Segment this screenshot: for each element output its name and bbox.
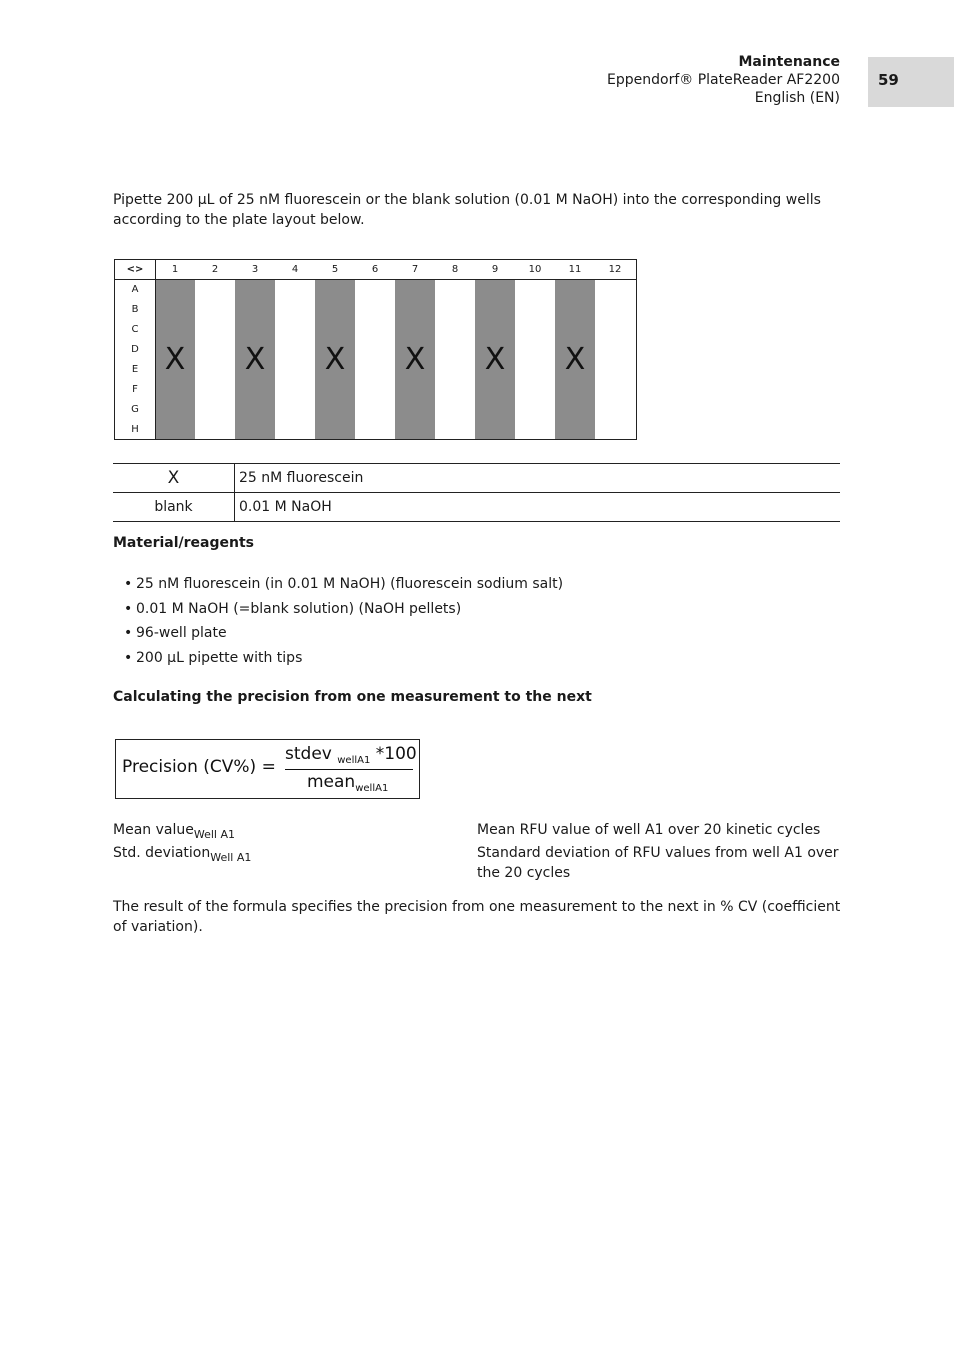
- formula-num-sub: wellA1: [337, 755, 371, 766]
- product-name: Eppendorf® PlateReader AF2200: [607, 72, 840, 88]
- column-label: 10: [528, 264, 542, 275]
- term-text: Mean value: [113, 822, 194, 838]
- fluorescein-mark: X: [324, 342, 346, 377]
- column-label: 11: [568, 264, 582, 275]
- row-label-divider: [155, 260, 156, 439]
- term-sub: Well A1: [193, 828, 235, 841]
- list-item-text: 200 µL pipette with tips: [136, 649, 303, 666]
- fluorescein-mark: X: [404, 342, 426, 377]
- definition-term: [113, 820, 453, 845]
- definition-desc: Mean RFU value of well A1 over 20 kinetic cycles: [477, 822, 821, 838]
- fluorescein-mark: X: [164, 342, 186, 377]
- bullet-icon: •: [124, 625, 133, 641]
- list-item-text: 0.01 M NaOH (=blank solution) (NaOH pellets): [136, 600, 462, 617]
- column-label: 1: [171, 264, 179, 275]
- precision-heading: Calculating the precision from one measurement to the next: [113, 689, 592, 705]
- legend-row: [113, 464, 840, 493]
- row-label: H: [131, 424, 139, 435]
- legend-meaning: 0.01 M NaOH: [235, 493, 841, 522]
- bullet-icon: •: [124, 649, 133, 666]
- plate-layout-diagram: [114, 259, 637, 440]
- column-label: 9: [491, 264, 499, 275]
- fluorescein-mark: X: [484, 342, 506, 377]
- formula-numerator: [285, 744, 417, 766]
- formula-lhs: Precision (CV%) =: [122, 757, 276, 777]
- legend-symbol: X: [113, 464, 235, 493]
- column-label: 4: [291, 264, 299, 275]
- plate-corner-label: <>: [126, 264, 144, 275]
- bullet-icon: •: [124, 576, 133, 592]
- fluorescein-mark: X: [244, 342, 266, 377]
- column-label: 3: [251, 264, 259, 275]
- column-label: 6: [371, 264, 379, 275]
- list-item-text: 96-well plate: [136, 625, 227, 641]
- bullet-icon: •: [124, 600, 133, 617]
- running-header: [607, 53, 840, 107]
- formula-num-tail: *100: [375, 744, 417, 764]
- formula-num-main: stdev: [285, 744, 332, 764]
- formula-den-sub: wellA1: [355, 783, 389, 794]
- fluorescein-mark: X: [564, 342, 586, 377]
- legend-table: [113, 463, 840, 522]
- legend-row: [113, 493, 840, 522]
- legend-meaning: 25 nM fluorescein: [235, 464, 841, 493]
- row-label: G: [131, 404, 139, 415]
- column-label: 8: [451, 264, 459, 275]
- term-text: Std. deviation: [113, 845, 211, 861]
- list-item: [113, 623, 841, 648]
- row-label: F: [132, 384, 138, 395]
- definition-desc: Standard deviation of RFU values from well A1 over the 20 cycles: [477, 845, 839, 881]
- header-divider: [115, 279, 636, 280]
- column-label: 5: [331, 264, 339, 275]
- materials-list: [113, 574, 841, 672]
- list-item-text: 25 nM fluorescein (in 0.01 M NaOH) (fluorescein sodium salt): [136, 576, 564, 592]
- page-number: 59: [868, 57, 954, 107]
- term-sub: Well A1: [210, 851, 252, 864]
- row-label: E: [131, 364, 139, 375]
- section-title: Maintenance: [738, 54, 840, 70]
- materials-heading: Material/reagents: [113, 535, 254, 551]
- formula-den-main: mean: [307, 772, 356, 792]
- row-label: A: [131, 284, 139, 295]
- fraction-line: [285, 769, 413, 770]
- language-label: English (EN): [754, 90, 840, 106]
- legend-symbol: blank: [113, 493, 235, 522]
- list-item: [113, 648, 841, 673]
- column-label: 12: [608, 264, 622, 275]
- precision-formula: [115, 739, 420, 799]
- result-paragraph: The result of the formula specifies the precision from one measurement to the next in % CV (coefficient of variation).: [113, 899, 841, 935]
- formula-denominator: [307, 772, 388, 794]
- row-label: B: [131, 304, 139, 315]
- list-item: [113, 599, 841, 624]
- intro-paragraph: Pipette 200 µL of 25 nM fluorescein or the blank solution (0.01 M NaOH) into the corresponding wells according to the plate layout below.: [113, 192, 821, 228]
- row-label: C: [131, 324, 139, 335]
- row-label: D: [131, 344, 139, 355]
- definition-term: [113, 843, 453, 868]
- column-label: 2: [211, 264, 219, 275]
- column-label: 7: [411, 264, 419, 275]
- list-item: [113, 574, 841, 599]
